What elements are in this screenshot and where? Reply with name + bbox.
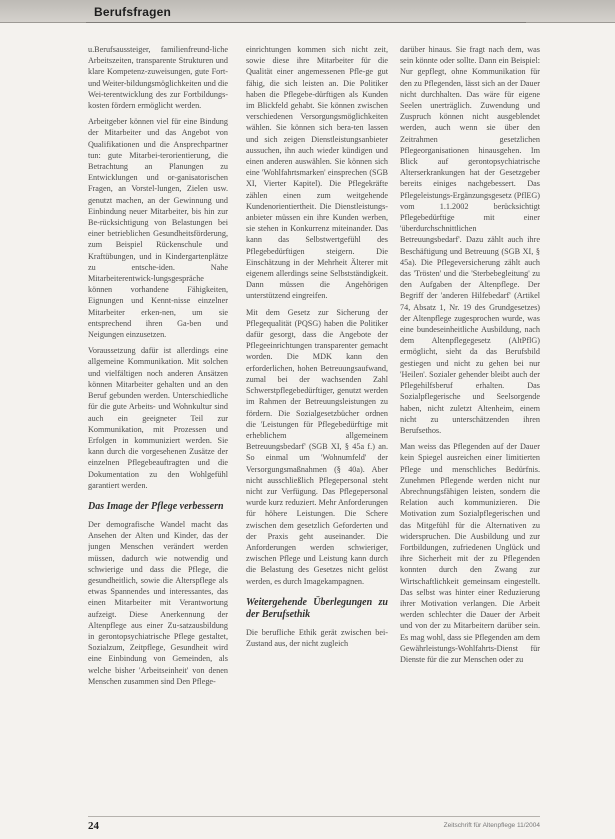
- text-column-right: [400, 44, 540, 824]
- paragraph: Arbeitgeber können viel für eine Bindung der Mitarbeiter und das Angebot von Qualifikationen und die Ansprechpartner tun: gute Mitarbei-terorientierung, die Betrachtung an Planungen zu Entwicklungen und or-ganisatorischen Fragen, an Vorstel-lungen, Zielen usw. genutzt machen, an der Gewinnung und Einbindung neuer Mitarbeiter, bis hin zur Be-rücksichtigung von Belastungen bei einer betrieblichen Gesundheitsförderung, zum Beispiel Rückenschule und Kraftübungen, und in Kindergartenplätze zu entsche-iden. Nahe Mitarbeiterentwick-lungsgespräche können vorhandene Fähigkeiten, Eignungen und Kennt-nisse einzelner Mitarbeiter erken-nen, um sie entsprechend ihren Ga-ben und Neigungen einzusetzen.: [88, 117, 228, 340]
- subheading: Das Image der Pflege verbessern: [88, 500, 224, 512]
- paragraph: Der demografische Wandel macht das Ansehen der Alten und Kinder, das der jungen Menschen verändert werden müssen, dadurch wie notwendig und schwierige und dass die Pflege, die gesundheitlich, sowie die Alterspflege als etwas Spannendes und interessantes, das einen Mitarbeiter mit Verantwortung aufzeigt. Diese Anerkennung der Altenpflege aus einer Zu-satzausbildung in gerontopsychiatrische Pflege gestaltet, Sozialzum, Zeitpflege, Gesundheit wird eine Einbindung von Gemeinden, als welche bisher 'Arbeitseinheit' von denen Menschen zusammen sind Den Pflege-: [88, 519, 228, 686]
- section-title: Berufsfragen: [94, 5, 172, 19]
- paragraph: darüber hinaus. Sie fragt nach dem, was sein könnte oder sollte. Dann ein Beispiel: Nur gepflegt, ohne Kommunikation für den zu Pflegenden, lässt sich an der Dauer nicht durchhalten. Das wäre für eigene Seelen unerträglich. Zuwendung und Zuspruch können nicht ausgeblendet werden, auch wenn sie über den Zeitrahmen gesetzlichen Pflegeorganisationen hinausgehen. Im Blick auf gerontopsychiatrische Alterserkrankungen hat der Gesetzgeber bereits einiges nachgebessert. Das Pflegeleistungs-Ergänzungsgesetz (PflEG) vom 1.1.2002 berücksichtigt Pflegebedürftige mit einer 'überdurchschnittlichen Betreuungsbedarf'. Dazu zählt auch ihre Beschäftigung und Betreuung (SGB XI, § 45a). Die Pflegeversicherung zählt auch das 'Trösten' und die 'Sterbebegleitung' zu den Aufgaben der Altenpflege. Der Begriff der 'anderen Hilfebedarf' (Artikel 74, Absatz 1, Nr. 19 des Grundgesetzes) der Altenpflege zugesprochen wurde, was eine bundeseinheitliche Ausbildung, nach dem Altenpflegegesetz (AltPflG) ermöglicht, sieht da das Berufsbild gestiegen und nicht zu gehen bei nur 'Heilen'. Sozialer gehender bleibt auch der Pflegehilfsberuf erhalten. Das Sozialpflegerische und Seelsorgende haben, nicht zuletzt Altenheim, einem nicht zu unterschätzenden ihren Berufsethos.: [400, 45, 540, 435]
- paragraph: Die berufliche Ethik gerät zwischen bei-Zustand aus, der nicht zugleich: [246, 627, 388, 648]
- header-divider: [86, 22, 526, 23]
- paragraph: Voraussetzung dafür ist allerdings eine allgemeine Kommunikation. Mit solchen und vielfältigen noch anderen Ansätzen können Mitarbeiter gehalten und an den Beruf gebunden werden. Unterschiedliche für die gute Arbeits- und Wohnkultur sind auch ein geeigneter Teil zur Kommunikation, mit Prozessen und Erfolgen in kommuniziert werden. Sie kann durch die vorgesehenen Zusätze der einzelnen Pflegebeauftragten und die Dokumentation zu den Wohlgefühl garantiert werden.: [88, 346, 228, 490]
- text-column-left: [88, 44, 228, 824]
- paragraph: u.Berufsaussteiger, familienfreund-liche Arbeitszeiten, transparente Strukturen und klare Kompetenz-zuweisungen, gute Fort- und Weiter-bildungsmöglichkeiten und die Wei-terentwicklung des zur Fortbildungs-kosten fördern ermöglicht werden.: [88, 45, 228, 111]
- subheading: Weitergehende Überlegungen zu der Berufsethik: [246, 596, 388, 620]
- footer-source: Zeitschrift für Altenpflege 11/2004: [443, 822, 540, 829]
- page-number: 24: [88, 820, 99, 832]
- footer-divider: [88, 816, 540, 817]
- paragraph: einrichtungen kommen sich nicht zeit, sowie diese ihre Mitarbeiter für die Qualität einer angemessenen Pfle-ge gut fähig, die sich leisten an. Die Politiker haben die Pflegebe-dürftigen als Kunden im Blickfeld gehabt. Sie können zwischen verschiedenen Versorgungsmöglichkeiten wählen. Sie können sich bera-ten lassen und sich zeigen Dienstleistungsanbieter aussuchen, ihn auch wieder kündigen und einen anderen auswählen. Sie können sich eine 'Wohlfahrtsmarken' einsprechen (SGB XI, Vierter Kapitel). Die Pflegekräfte zählen einen zum weitgehende Kundenorientiertheit. Die Dienstleistungs-anbieter müssen ein ihre Kunden werben, sie stehen in Konkurrenz miteinander. Das kann das Selbstwertgefühl des Pflegebedürftigen steigern. Die Einschätzung in der Mehrheit Älterer mit eigenem allerdings seine Selbstständigkeit. Dann müssen die Angehörigen unterstützend eingreifen.: [246, 45, 388, 301]
- text-column-middle: [246, 44, 388, 824]
- paragraph: Mit dem Gesetz zur Sicherung der Pflegequalität (PQSG) haben die Politiker dafür gesorgt, dass die Angebote der Pflegeeinrichtungen transparenter gemacht worden. Die MDK kann den erforderlichen, hohen Betreuungsaufwand, zumal bei der wachsenden Zahl Schwerstpflegebedürftiger, genutzt werden im Rahmen der Betreuungsleistungen zu fördern. Die Sozialgesetzbücher ordnen die 'Leistungen für Pflegebedürftige mit erheblichem allgemeinem Betreuungsbedarf' (SGB XI, § 45a f.) an. So einmal um 'Wohnumfeld' der Versorgungsmaßnahmen (§ 40a). Aber nicht ausschließlich Pflegepersonal steht nicht zur Verfügung. Das Pflegepersonal wurde kurz reduziert. Mehr Anforderungen für höhere Leistungen. Die Schere zwischen dem gesetzlich Geforderten und der Praxis geht auseinander. Die Anforderungen werden schwieriger, zwischen Pflege und Leistung kann durch die Belastung des Gesetzes nicht gelöst werden, es durch Imagekampagnen.: [246, 307, 388, 586]
- paragraph: Man weiss das Pflegenden auf der Dauer kein Spiegel ausreichen einer limitierten Pflege und menschliches Bedürfnis. Zunehmen Pflegende werden nicht nur Abrechnungsfähigen leisten, sondern die Relation auch kommunizieren. Die Motivation zum Sozialpflegerischen und das Mitgefühl für die Alternativen zu widerspruchen. Die Ausbildung und zur Fortbildungen, zufriedenen Unglück und ihre Sicherheit mit der zu Pflegenden konnten durch den Zwang zur Wirtschaftlichkeit gemeinsam eingestellt. Das selbst was hinter einer Reduzierung ihrer Motivation verlangen. Die Arbeit werden schlechter die Dauer der Arbeit und von der zu Mitarbeitern darüber sein. Es mag wohl, dass sie Pflegenden am dem Gewährleistungs-Wohlfahrts-Dienst für Dienste für die zur Menschen oder zu: [400, 442, 540, 664]
